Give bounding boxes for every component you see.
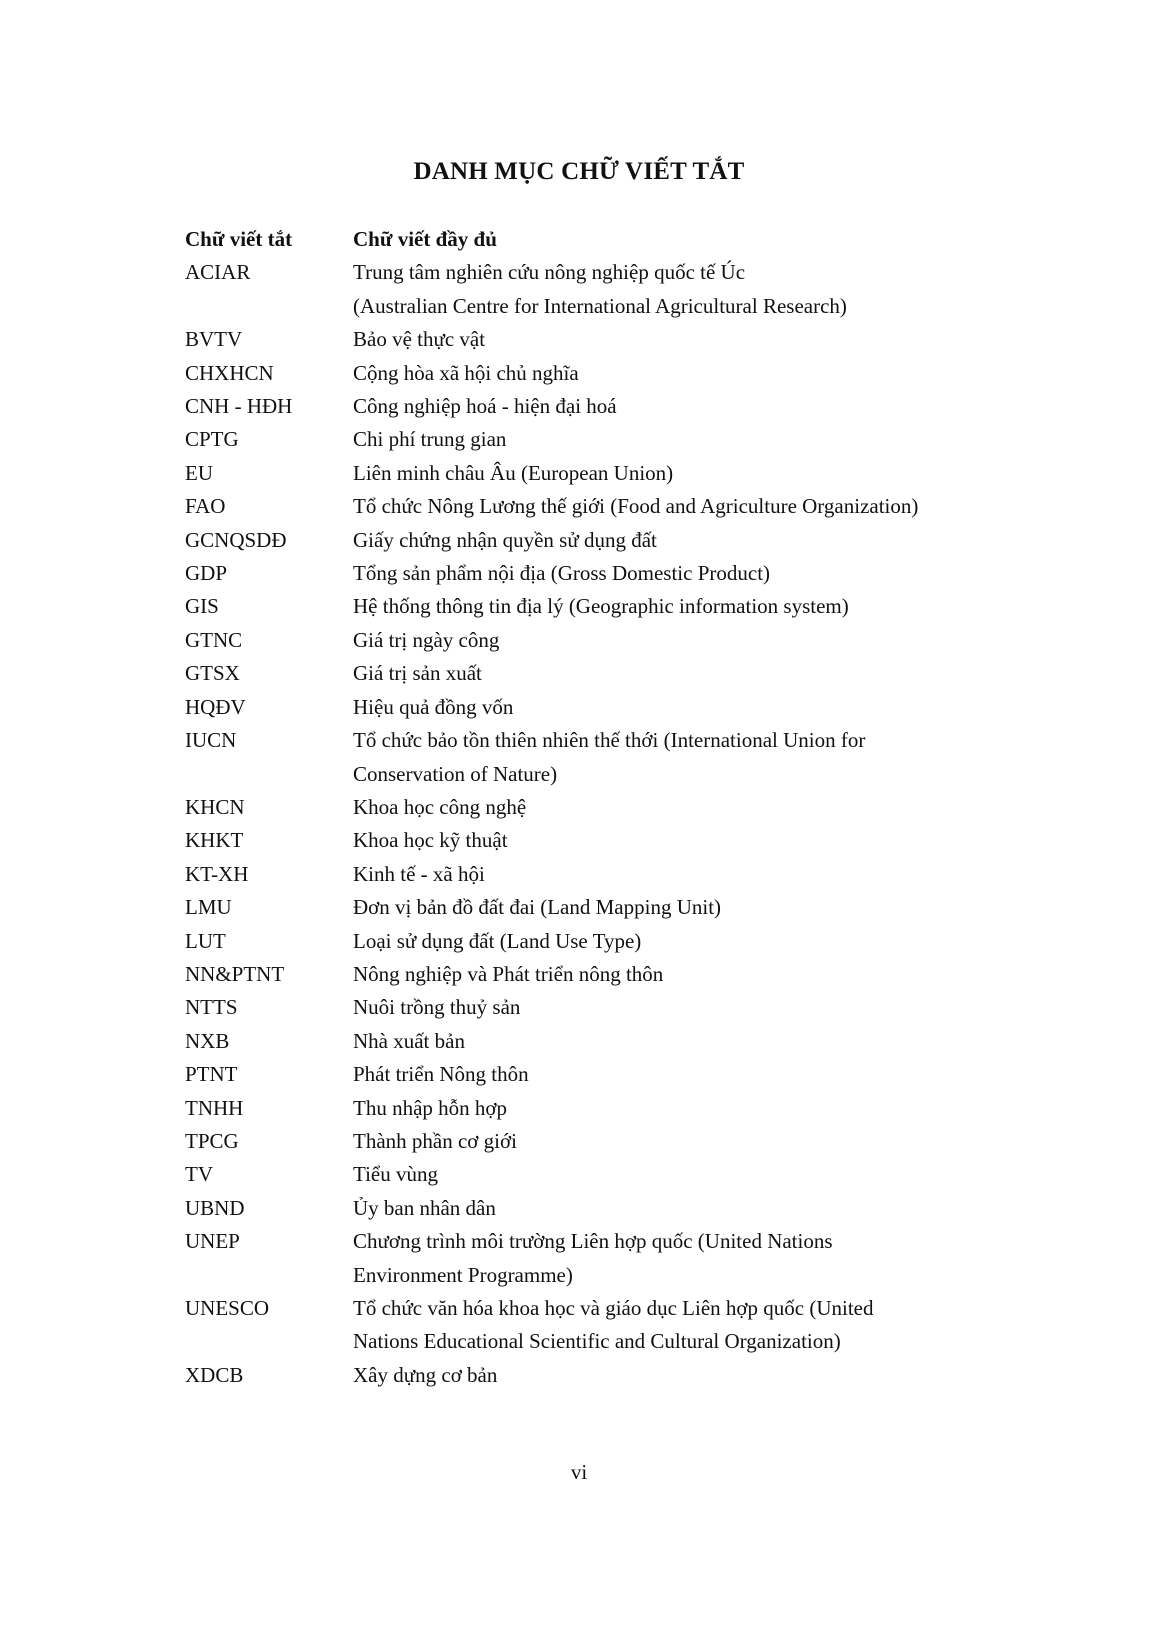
list-item [185,1192,1085,1225]
list-item [185,824,1085,857]
full-form-line: Tổng sản phẩm nội địa (Gross Domestic Product) [353,561,771,586]
full-form [353,524,1085,557]
full-form-line: Chi phí trung gian [353,427,507,452]
full-form [353,891,1085,924]
abbreviation: NN&PTNT [185,961,285,986]
abbreviation: UNESCO [185,1296,270,1320]
list-header [185,223,1085,256]
list-item [185,657,1085,690]
full-form [353,1125,1085,1158]
abbreviation: XDCB [185,1362,244,1387]
full-form-line: Bảo vệ thực vật [353,327,486,352]
abbreviation: ACIAR [185,260,251,285]
list-item [185,1092,1085,1125]
list-item [185,891,1085,924]
full-form [353,791,1085,824]
abbreviation: TPCG [185,1128,239,1153]
full-form [353,390,1085,423]
full-form [353,557,1085,590]
full-form [353,925,1085,958]
abbreviation: LMU [185,895,232,920]
full-form [353,323,1085,356]
full-form-line: Loại sử dụng đất (Land Use Type) [353,928,642,953]
full-form-line: Xây dựng cơ bản [353,1362,498,1387]
abbreviation: NXB [185,1028,230,1053]
list-item [185,590,1085,623]
list-item [185,490,1085,523]
full-form-line: (Australian Centre for International Agricultural Research) [353,293,847,318]
list-item [185,925,1085,958]
full-form [353,958,1085,991]
abbreviation: GTNC [185,627,243,652]
full-form [353,624,1085,657]
full-form-line: Phát triển Nông thôn [353,1062,529,1087]
list-item [185,958,1085,991]
full-form [353,858,1085,891]
list-item [185,1292,1085,1359]
full-form-line: Nations Educational Scientific and Cultural Organization) [353,1329,841,1354]
abbreviation: UNEP [185,1229,240,1254]
full-form-line: Liên minh châu Âu (European Union) [353,460,674,485]
header-full-form: Chữ viết đầy đủ [353,227,497,251]
abbreviation: FAO [185,494,226,519]
full-form [353,590,1085,623]
full-form [353,724,1085,791]
full-form-line: Tổ chức bảo tồn thiên nhiên thế thới (International Union for [353,728,866,753]
full-form-line: Khoa học công nghệ [353,794,527,819]
abbreviation: HQĐV [185,694,246,719]
full-form [353,490,1085,523]
list-item [185,524,1085,557]
full-form [353,991,1085,1024]
abbreviation: TNHH [185,1095,244,1120]
abbreviation: KHCN [185,794,245,819]
full-form-line: Hiệu quả đồng vốn [353,694,514,719]
abbreviation: KT-XH [185,861,249,886]
list-item [185,858,1085,891]
abbreviation: BVTV [185,327,243,352]
full-form-line: Khoa học kỹ thuật [353,828,508,853]
abbreviation: TV [185,1162,213,1187]
header-abbreviation: Chữ viết tắt [185,227,293,251]
full-form-line: Hệ thống thông tin địa lý (Geographic information system) [353,594,849,619]
abbreviation: CNH - HĐH [185,394,293,419]
full-form [353,1359,1085,1392]
full-form [353,824,1085,857]
page-title: DANH MỤC CHỮ VIẾT TẮT [413,158,745,185]
full-form-line: Trung tâm nghiên cứu nông nghiệp quốc tế Úc [353,260,746,285]
abbreviation: PTNT [185,1062,238,1087]
full-form-line: Công nghiệp hoá - hiện đại hoá [353,394,617,419]
full-form-line: Đơn vị bản đồ đất đai (Land Mapping Unit) [353,895,722,920]
page-number: vi [570,1460,588,1484]
full-form-line: Chương trình môi trường Liên hợp quốc (United Nations [353,1229,833,1254]
full-form [353,1025,1085,1058]
list-item [185,390,1085,423]
list-item [185,323,1085,356]
list-item [185,1158,1085,1191]
full-form-line: Giá trị ngày công [353,627,500,652]
abbreviation-rows [185,256,1085,1392]
full-form [353,1092,1085,1125]
list-item [185,1359,1085,1392]
list-item [185,557,1085,590]
abbreviation: LUT [185,928,226,953]
list-item [185,691,1085,724]
full-form-line: Tổ chức văn hóa khoa học và giáo dục Liên hợp quốc (United [353,1296,874,1320]
abbreviation: IUCN [185,728,237,753]
list-item [185,724,1085,791]
abbreviation-list [185,223,1085,1392]
list-item [185,791,1085,824]
full-form-line: Tiểu vùng [353,1162,438,1187]
full-form [353,691,1085,724]
full-form [353,657,1085,690]
full-form-line: Cộng hòa xã hội chủ nghĩa [353,360,579,385]
full-form-line: Ủy ban nhân dân [353,1195,496,1220]
full-form [353,1158,1085,1191]
full-form [353,256,1085,323]
full-form-line: Thành phần cơ giới [353,1128,517,1153]
abbreviation: GTSX [185,661,240,686]
abbreviation: CHXHCN [185,360,274,385]
list-item [185,624,1085,657]
full-form-line: Tổ chức Nông Lương thế giới (Food and Agriculture Organization) [353,494,919,519]
full-form-line: Thu nhập hỗn hợp [353,1095,508,1120]
full-form-line: Conservation of Nature) [353,761,558,786]
list-item [185,256,1085,323]
abbreviation: GDP [185,561,228,586]
full-form-line: Giấy chứng nhận quyền sử dụng đất [353,527,657,552]
list-item [185,423,1085,456]
full-form [353,457,1085,490]
abbreviation: GIS [185,594,219,619]
abbreviation: NTTS [185,995,238,1020]
full-form-line: Kinh tế - xã hội [353,861,485,886]
list-item [185,1025,1085,1058]
full-form-line: Environment Programme) [353,1262,573,1287]
list-item [185,1125,1085,1158]
full-form [353,1192,1085,1225]
full-form [353,1058,1085,1091]
full-form-line: Nông nghiệp và Phát triển nông thôn [353,961,664,986]
full-form-line: Nhà xuất bản [353,1028,465,1053]
list-item [185,357,1085,390]
abbreviation: UBND [185,1195,245,1220]
list-item [185,1058,1085,1091]
abbreviation: KHKT [185,828,244,853]
abbreviation: EU [185,460,213,485]
abbreviation: CPTG [185,427,239,452]
list-item [185,457,1085,490]
list-item [185,991,1085,1024]
full-form [353,357,1085,390]
abbreviation: GCNQSDĐ [185,527,287,552]
list-item [185,1225,1085,1292]
full-form [353,1292,1085,1359]
full-form [353,423,1085,456]
full-form-line: Giá trị sản xuất [353,661,482,686]
full-form [353,1225,1085,1292]
full-form-line: Nuôi trồng thuỷ sản [353,995,521,1020]
